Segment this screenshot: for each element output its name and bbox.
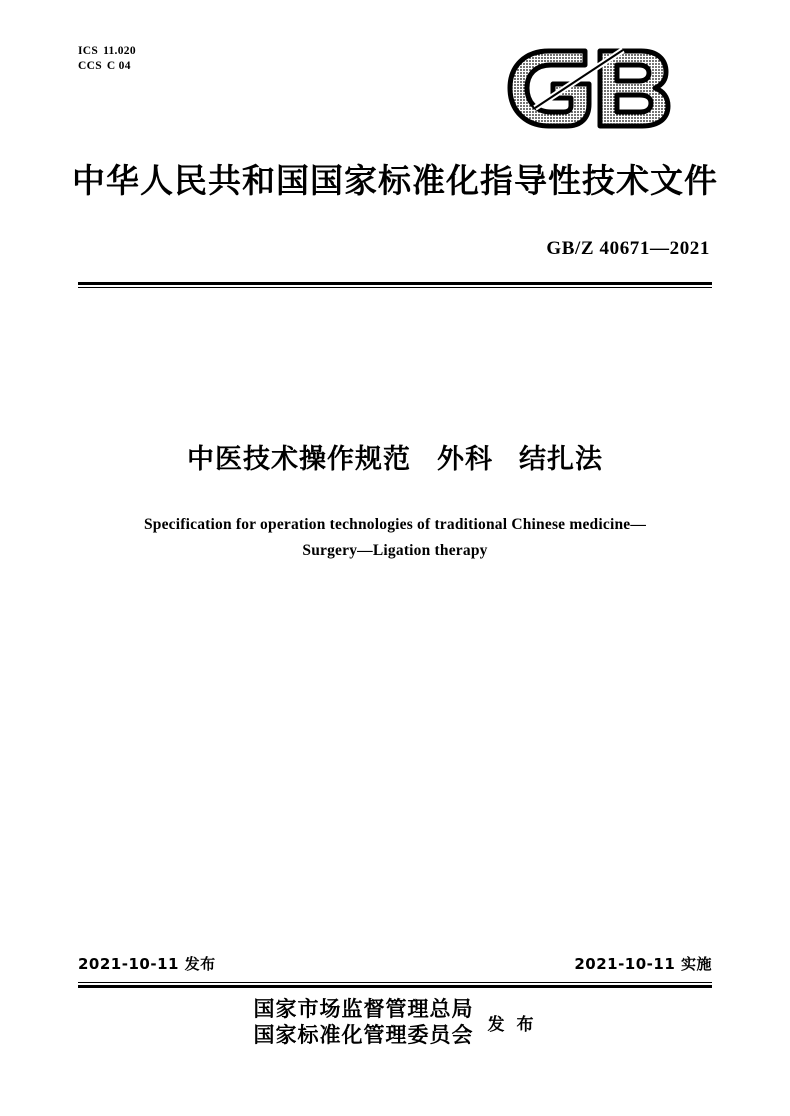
page-title: 中华人民共和国国家标准化指导性技术文件	[72, 161, 718, 200]
document-title-en-line2: Surgery—Ligation therapy	[302, 542, 488, 559]
document-title-cn-part3: 结扎法	[519, 444, 603, 475]
publisher-line-2: 国家标准化管理委员会	[253, 1023, 474, 1047]
header-rule-thin	[78, 287, 712, 288]
ccs-value: C 04	[106, 60, 131, 72]
footer-rule-thin	[78, 982, 712, 983]
ics-value: 11.020	[103, 45, 136, 57]
issue-date: 2021-10-11 发布	[78, 955, 216, 973]
document-title-cn	[0, 437, 790, 476]
implementation-date: 2021-10-11 实施	[574, 955, 712, 973]
ics-line	[78, 44, 136, 59]
ccs-line	[78, 59, 136, 74]
footer-rule-thick	[78, 985, 712, 988]
publisher-line-1: 国家市场监督管理总局	[253, 997, 474, 1021]
document-title-en	[0, 512, 790, 564]
standard-number: GB/Z 40671—2021	[546, 238, 710, 259]
publish-verb: 发 布	[487, 1014, 537, 1035]
document-title-cn-part2: 外科	[437, 444, 493, 475]
gb-logo-icon	[505, 48, 680, 130]
header-rule-thick	[78, 282, 712, 285]
classification-block	[78, 44, 136, 74]
publisher-block	[0, 996, 790, 1048]
document-title-cn-part1: 中医技术操作规范	[187, 444, 411, 475]
publisher-inner	[254, 996, 537, 1048]
ics-label: ICS	[78, 45, 99, 57]
document-title-en-line1: Specification for operation technologies of traditional Chinese medicine—	[143, 516, 647, 533]
publisher-names	[254, 996, 474, 1048]
ccs-label: CCS	[78, 60, 102, 72]
